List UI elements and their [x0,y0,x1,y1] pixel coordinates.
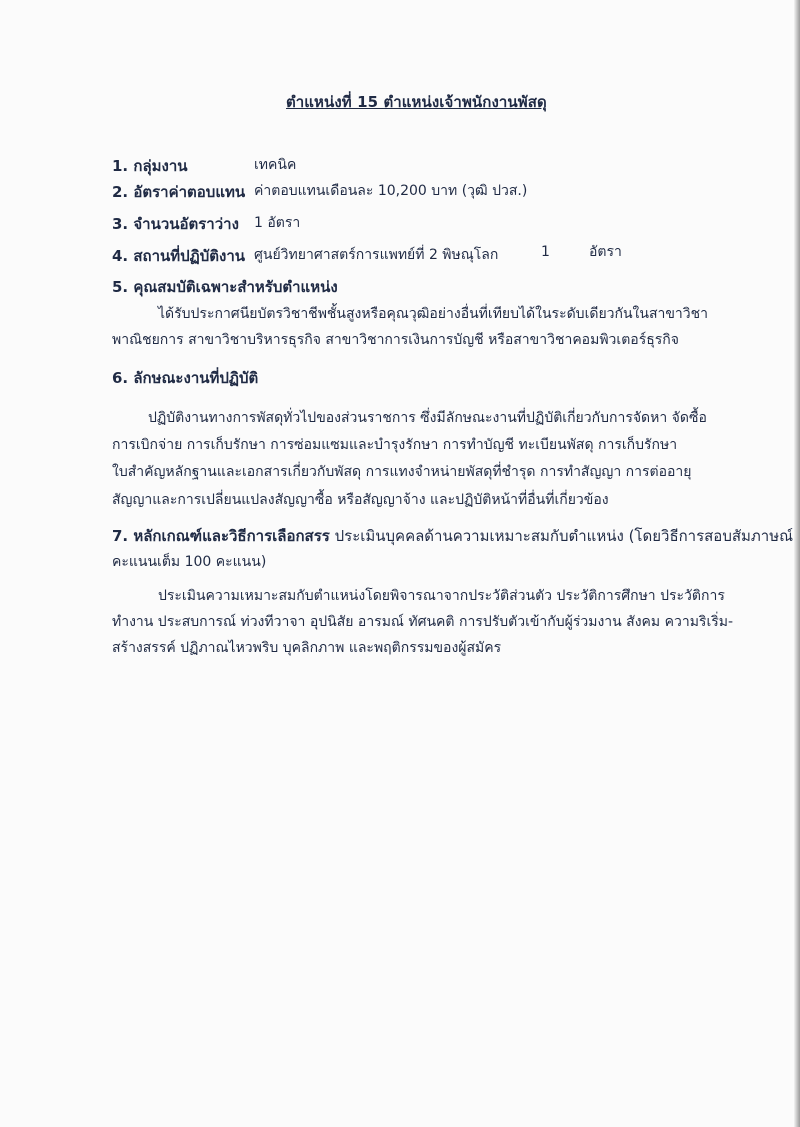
item-workplace-unit: อัตรา [589,244,622,260]
section-7-line: ทำงาน ประสบการณ์ ท่วงทีวาจา อุปนิสัย อารมณ์ ทัศนคติ การปรับตัวเข้ากับผู้ร่วมงาน สังคม ความริเริ่ม- [112,614,734,630]
section-5-line: พาณิชยการ สาขาวิชาบริหารธุรกิจ สาขาวิชาการเงินการบัญชี หรือสาขาวิชาคอมพิวเตอร์ธุรกิจ [112,332,679,348]
item-work-group-label: 1. กลุ่มงาน [112,157,188,175]
item-workplace-value: ศูนย์วิทยาศาสตร์การแพทย์ที่ 2 พิษณุโลก [254,247,499,263]
section-6-line: ปฏิบัติงานทางการพัสดุทั่วไปของส่วนราชการ ซึ่งมีลักษณะงานที่ปฏิบัติเกี่ยวกับการจัดหา จัดซื้อ [148,410,707,426]
item-work-group-value: เทคนิค [254,157,297,173]
section-7-line: สร้างสรรค์ ปฏิภาณไหวพริบ บุคลิกภาพ และพฤติกรรมของผู้สมัคร [112,640,502,656]
item-workplace-count: 1 [541,244,550,260]
section-7-heading-rest: ประเมินบุคคลด้านความเหมาะสมกับตำแหน่ง (โดยวิธีการสอบสัมภาษณ์ [329,527,793,545]
section-5-line: ได้รับประกาศนียบัตรวิชาชีพชั้นสูงหรือคุณวุฒิอย่างอื่นที่เทียบได้ในระดับเดียวกันในสาขาวิชา [158,306,709,322]
section-6-line: การเบิกจ่าย การเก็บรักษา การซ่อมแซมและบำรุงรักษา การทำบัญชี ทะเบียนพัสดุ การเก็บรักษา [112,437,678,453]
section-7-heading-title: 7. หลักเกณฑ์และวิธีการเลือกสรร [112,527,330,545]
section-7-heading [112,524,793,548]
item-vacancies-value: 1 อัตรา [254,215,301,231]
item-compensation-label: 2. อัตราค่าตอบแทน [112,183,246,201]
page-right-edge [794,0,800,1127]
item-vacancies-label: 3. จำนวนอัตราว่าง [112,215,239,233]
section-6-heading: 6. ลักษณะงานที่ปฏิบัติ [112,369,259,387]
section-5-heading: 5. คุณสมบัติเฉพาะสำหรับตำแหน่ง [112,278,338,296]
section-6-line: สัญญาและการเปลี่ยนแปลงสัญญาซื้อ หรือสัญญาจ้าง และปฏิบัติหน้าที่อื่นที่เกี่ยวข้อง [112,492,609,508]
section-6-line: ใบสำคัญหลักฐานและเอกสารเกี่ยวกับพัสดุ การแทงจำหน่ายพัสดุที่ชำรุด การทำสัญญา การต่ออายุ [112,464,692,480]
item-workplace-label: 4. สถานที่ปฏิบัติงาน [112,247,246,265]
item-compensation-value: ค่าตอบแทนเดือนละ 10,200 บาท (วุฒิ ปวส.) [254,183,528,199]
document-title: ตำแหน่งที่ 15 ตำแหน่งเจ้าพนักงานพัสดุ [286,93,547,111]
section-7-line: ประเมินความเหมาะสมกับตำแหน่งโดยพิจารณาจากประวัติส่วนตัว ประวัติการศึกษา ประวัติการ [158,588,725,604]
section-7-heading-line2: คะแนนเต็ม 100 คะแนน) [112,554,267,570]
